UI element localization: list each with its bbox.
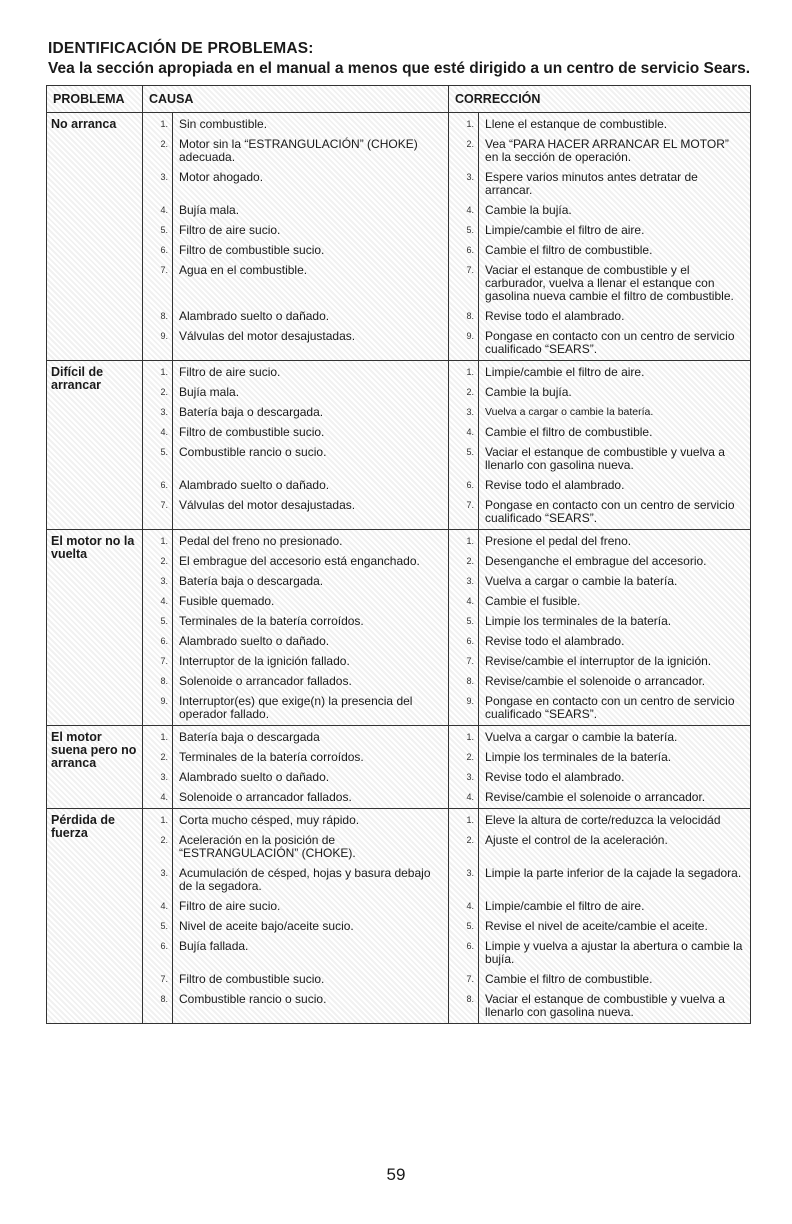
correction-number: 6. — [449, 628, 479, 648]
cause-number: 6. — [143, 472, 173, 492]
cause-text: Corta mucho césped, muy rápido. — [173, 809, 449, 828]
cause-number: 8. — [143, 668, 173, 688]
correction-text: Desenganche el embrague del accesorio. — [479, 548, 751, 568]
correction-text: Limpie/cambie el filtro de aire. — [479, 893, 751, 913]
correction-number: 8. — [449, 668, 479, 688]
correction-number: 1. — [449, 726, 479, 745]
cause-text: Válvulas del motor desajustadas. — [173, 492, 449, 530]
cause-text: Nivel de aceite bajo/aceite sucio. — [173, 913, 449, 933]
table-row — [47, 764, 751, 784]
table-row — [47, 784, 751, 809]
table-row — [47, 399, 751, 419]
cause-text: Combustible rancio o sucio. — [173, 986, 449, 1024]
cause-text: Terminales de la batería corroídos. — [173, 744, 449, 764]
cause-text: Solenoide o arrancador fallados. — [173, 668, 449, 688]
table-row — [47, 966, 751, 986]
correction-number: 5. — [449, 913, 479, 933]
correction-number: 6. — [449, 237, 479, 257]
cause-number: 3. — [143, 399, 173, 419]
correction-number: 2. — [449, 827, 479, 860]
cause-text: Agua en el combustible. — [173, 257, 449, 303]
correction-text: Espere varios minutos antes detratar de arrancar. — [479, 164, 751, 197]
cause-text: Terminales de la batería corroídos. — [173, 608, 449, 628]
correction-number: 2. — [449, 744, 479, 764]
table-row — [47, 439, 751, 472]
troubleshooting-table — [46, 85, 751, 1024]
cause-number: 5. — [143, 913, 173, 933]
page-number: 59 — [386, 1165, 406, 1184]
table-row — [47, 548, 751, 568]
cause-number: 1. — [143, 113, 173, 132]
correction-text: Revise todo el alambrado. — [479, 628, 751, 648]
correction-number: 3. — [449, 164, 479, 197]
table-row — [47, 323, 751, 361]
table-row — [47, 726, 751, 745]
cause-number: 2. — [143, 744, 173, 764]
cause-text: Bujía mala. — [173, 197, 449, 217]
problem-label: Difícil de arrancar — [47, 361, 143, 530]
cause-number: 4. — [143, 784, 173, 809]
page-subtitle: Vea la sección apropiada en el manual a menos que esté dirigido a un centro de servicio Sears. — [48, 60, 751, 77]
correction-number: 4. — [449, 784, 479, 809]
correction-text: Revise todo el alambrado. — [479, 303, 751, 323]
correction-text: Cambie el filtro de combustible. — [479, 237, 751, 257]
correction-number: 7. — [449, 492, 479, 530]
cause-number: 1. — [143, 726, 173, 745]
table-row — [47, 648, 751, 668]
correction-number: 3. — [449, 568, 479, 588]
cause-text: Solenoide o arrancador fallados. — [173, 784, 449, 809]
table-row — [47, 472, 751, 492]
table-row — [47, 131, 751, 164]
cause-text: Interruptor de la ignición fallado. — [173, 648, 449, 668]
correction-text: Revise/cambie el interruptor de la ignición. — [479, 648, 751, 668]
table-row — [47, 492, 751, 530]
correction-text: Presione el pedal del freno. — [479, 530, 751, 549]
table-row — [47, 893, 751, 913]
cause-text: El embrague del accesorio está enganchado. — [173, 548, 449, 568]
correction-number: 2. — [449, 379, 479, 399]
correction-number: 3. — [449, 860, 479, 893]
table-row — [47, 608, 751, 628]
correction-number: 7. — [449, 257, 479, 303]
correction-text: Revise/cambie el solenoide o arrancador. — [479, 784, 751, 809]
correction-text: Vuelva a cargar o cambie la batería. — [479, 399, 751, 419]
table-row — [47, 419, 751, 439]
correction-text: Cambie la bujía. — [479, 197, 751, 217]
table-row — [47, 217, 751, 237]
cause-text: Combustible rancio o sucio. — [173, 439, 449, 472]
correction-text: Vea “PARA HACER ARRANCAR EL MOTOR” en la sección de operación. — [479, 131, 751, 164]
correction-number: 3. — [449, 764, 479, 784]
correction-text: Revise todo el alambrado. — [479, 764, 751, 784]
correction-number: 8. — [449, 303, 479, 323]
correction-number: 4. — [449, 197, 479, 217]
cause-text: Interruptor(es) que exige(n) la presencia del operador fallado. — [173, 688, 449, 726]
correction-text: Cambie el filtro de combustible. — [479, 419, 751, 439]
cause-text: Batería baja o descargada. — [173, 399, 449, 419]
cause-number: 4. — [143, 588, 173, 608]
cause-number: 3. — [143, 860, 173, 893]
cause-number: 7. — [143, 257, 173, 303]
table-row — [47, 827, 751, 860]
cause-text: Motor sin la “ESTRANGULACIÓN” (CHOKE) adecuada. — [173, 131, 449, 164]
table-row — [47, 568, 751, 588]
cause-text: Filtro de aire sucio. — [173, 893, 449, 913]
cause-number: 7. — [143, 966, 173, 986]
correction-number: 1. — [449, 361, 479, 380]
correction-text: Eleve la altura de corte/reduzca la velocidád — [479, 809, 751, 828]
correction-text: Limpie los terminales de la batería. — [479, 744, 751, 764]
correction-text: Revise el nivel de aceite/cambie el aceite. — [479, 913, 751, 933]
cause-text: Filtro de combustible sucio. — [173, 966, 449, 986]
correction-text: Limpie los terminales de la batería. — [479, 608, 751, 628]
table-row — [47, 688, 751, 726]
table-row — [47, 933, 751, 966]
table-row — [47, 809, 751, 828]
correction-text: Pongase en contacto con un centro de servicio cualificado “SEARS”. — [479, 323, 751, 361]
cause-text: Filtro de combustible sucio. — [173, 419, 449, 439]
correction-text: Vaciar el estanque de combustible y el carburador, vuelva a llenar el estanque con gasolina nueva cambie el filtro de combustible. — [479, 257, 751, 303]
correction-text: Limpie la parte inferior de la cajade la segadora. — [479, 860, 751, 893]
correction-text: Vaciar el estanque de combustible y vuelva a llenarlo con gasolina nueva. — [479, 986, 751, 1024]
correction-text: Limpie y vuelva a ajustar la abertura o cambie la bujía. — [479, 933, 751, 966]
table-row — [47, 379, 751, 399]
correction-text: Cambie la bujía. — [479, 379, 751, 399]
cause-number: 1. — [143, 809, 173, 828]
cause-text: Alambrado suelto o dañado. — [173, 303, 449, 323]
cause-text: Filtro de aire sucio. — [173, 361, 449, 380]
correction-text: Pongase en contacto con un centro de servicio cualificado “SEARS”. — [479, 688, 751, 726]
cause-text: Bujía mala. — [173, 379, 449, 399]
page-title: IDENTIFICACIÓN DE PROBLEMAS: — [48, 40, 314, 57]
cause-number: 6. — [143, 628, 173, 648]
table-body — [47, 113, 751, 1024]
correction-text: Cambie el filtro de combustible. — [479, 966, 751, 986]
cause-number: 2. — [143, 131, 173, 164]
table-header-row — [47, 86, 751, 113]
table-row — [47, 628, 751, 648]
table-row — [47, 113, 751, 132]
header-problem: PROBLEMA — [47, 86, 143, 113]
correction-number: 1. — [449, 809, 479, 828]
cause-number: 5. — [143, 608, 173, 628]
correction-number: 7. — [449, 966, 479, 986]
table-row — [47, 237, 751, 257]
header-correction: CORRECCIÓN — [449, 86, 751, 113]
cause-number: 7. — [143, 648, 173, 668]
correction-number: 4. — [449, 419, 479, 439]
table-row — [47, 197, 751, 217]
cause-number: 5. — [143, 217, 173, 237]
table-row — [47, 913, 751, 933]
cause-number: 9. — [143, 323, 173, 361]
correction-number: 1. — [449, 530, 479, 549]
cause-number: 6. — [143, 933, 173, 966]
cause-text: Bujía fallada. — [173, 933, 449, 966]
problem-label: El motor no la vuelta — [47, 530, 143, 726]
correction-number: 6. — [449, 933, 479, 966]
correction-number: 2. — [449, 548, 479, 568]
correction-text: Vuelva a cargar o cambie la batería. — [479, 568, 751, 588]
cause-text: Alambrado suelto o dañado. — [173, 628, 449, 648]
correction-text: Pongase en contacto con un centro de servicio cualificado “SEARS”. — [479, 492, 751, 530]
cause-number: 1. — [143, 361, 173, 380]
cause-number: 2. — [143, 827, 173, 860]
problem-label: El motor suena pero no arranca — [47, 726, 143, 809]
correction-number: 8. — [449, 986, 479, 1024]
table-row — [47, 986, 751, 1024]
table-row — [47, 164, 751, 197]
cause-number: 5. — [143, 439, 173, 472]
correction-text: Vaciar el estanque de combustible y vuelva a llenarlo con gasolina nueva. — [479, 439, 751, 472]
correction-text: Cambie el fusible. — [479, 588, 751, 608]
cause-number: 2. — [143, 379, 173, 399]
cause-text: Alambrado suelto o dañado. — [173, 764, 449, 784]
cause-number: 3. — [143, 164, 173, 197]
correction-number: 9. — [449, 688, 479, 726]
cause-text: Sin combustible. — [173, 113, 449, 132]
cause-number: 2. — [143, 548, 173, 568]
table-row — [47, 588, 751, 608]
correction-number: 5. — [449, 608, 479, 628]
correction-text: Ajuste el control de la aceleración. — [479, 827, 751, 860]
correction-text: Limpie/cambie el filtro de aire. — [479, 217, 751, 237]
cause-text: Alambrado suelto o dañado. — [173, 472, 449, 492]
correction-number: 1. — [449, 113, 479, 132]
cause-text: Filtro de combustible sucio. — [173, 237, 449, 257]
correction-number: 9. — [449, 323, 479, 361]
correction-number: 3. — [449, 399, 479, 419]
cause-text: Motor ahogado. — [173, 164, 449, 197]
cause-number: 3. — [143, 764, 173, 784]
correction-text: Llene el estanque de combustible. — [479, 113, 751, 132]
correction-text: Limpie/cambie el filtro de aire. — [479, 361, 751, 380]
correction-number: 5. — [449, 439, 479, 472]
table-row — [47, 744, 751, 764]
cause-number: 8. — [143, 986, 173, 1024]
header-cause: CAUSA — [143, 86, 449, 113]
table-row — [47, 668, 751, 688]
cause-number: 3. — [143, 568, 173, 588]
cause-text: Pedal del freno no presionado. — [173, 530, 449, 549]
cause-number: 4. — [143, 197, 173, 217]
table-row — [47, 303, 751, 323]
correction-text: Revise todo el alambrado. — [479, 472, 751, 492]
table-row — [47, 361, 751, 380]
correction-number: 6. — [449, 472, 479, 492]
correction-text: Revise/cambie el solenoide o arrancador. — [479, 668, 751, 688]
correction-number: 5. — [449, 217, 479, 237]
cause-text: Fusible quemado. — [173, 588, 449, 608]
table-row — [47, 530, 751, 549]
cause-text: Acumulación de césped, hojas y basura debajo de la segadora. — [173, 860, 449, 893]
table-row — [47, 860, 751, 893]
cause-number: 8. — [143, 303, 173, 323]
cause-text: Batería baja o descargada. — [173, 568, 449, 588]
correction-number: 7. — [449, 648, 479, 668]
table-row — [47, 257, 751, 303]
cause-number: 4. — [143, 419, 173, 439]
correction-number: 2. — [449, 131, 479, 164]
cause-number: 6. — [143, 237, 173, 257]
correction-number: 4. — [449, 588, 479, 608]
cause-number: 1. — [143, 530, 173, 549]
cause-number: 7. — [143, 492, 173, 530]
cause-text: Filtro de aire sucio. — [173, 217, 449, 237]
cause-text: Batería baja o descargada — [173, 726, 449, 745]
cause-text: Aceleración en la posición de “ESTRANGULACIÓN” (CHOKE). — [173, 827, 449, 860]
cause-number: 4. — [143, 893, 173, 913]
correction-text: Vuelva a cargar o cambie la batería. — [479, 726, 751, 745]
cause-number: 9. — [143, 688, 173, 726]
problem-label: No arranca — [47, 113, 143, 361]
correction-number: 4. — [449, 893, 479, 913]
cause-text: Válvulas del motor desajustadas. — [173, 323, 449, 361]
problem-label: Pérdida de fuerza — [47, 809, 143, 1024]
